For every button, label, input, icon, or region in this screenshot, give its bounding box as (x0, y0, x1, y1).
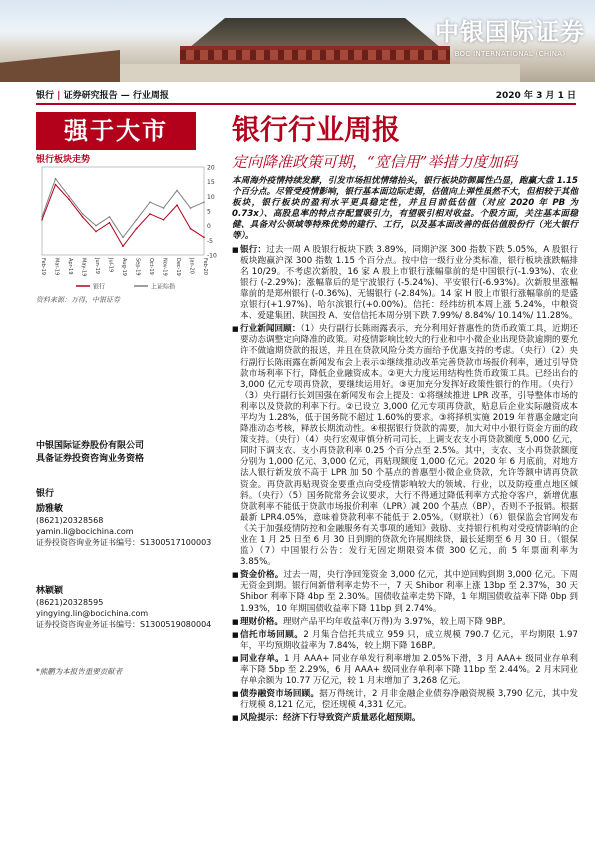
y-tick-label: 10 (207, 193, 215, 201)
x-tick-label: Feb-19 (40, 258, 46, 276)
breadcrumb-separator: | (57, 91, 61, 101)
x-tick-label: Sep-19 (134, 258, 141, 276)
x-tick-label: May-19 (80, 258, 87, 277)
data-point (109, 222, 111, 224)
contributor-footnote: *熊鹏为本报告重要贡献者 (36, 667, 123, 676)
y-tick-label: -5 (207, 237, 213, 245)
bullet-lead: 行业新闻回顾： (240, 324, 301, 335)
data-point (136, 219, 138, 221)
analyst-email[interactable]: yingying.lin@bocichina.com (36, 609, 149, 618)
data-point (109, 216, 111, 218)
data-point (163, 207, 165, 209)
y-tick-label: 0 (207, 223, 211, 231)
legend-label: 上证综指 (151, 283, 176, 291)
bullet-item (232, 245, 578, 323)
bullet-text: 理财产品平均年收益率(万得)为 3.97%，较上周下降 9BP。 (282, 616, 511, 627)
summary-paragraph: 本周海外疫情持续发酵，引发市场担忧情绪抬头，银行板块防御属性凸显，跑赢大盘 1.15 个百分点。尽管受疫情影响，银行基本面边际走弱，估值向上弹性虽然不大，但相较于其他板块，银行板块的盈利水平更具稳定性，并且目前低估值（对应 2020 年 PB 为 0.73x）、高股息率的特点存配置吸引力，有望吸引相对收益。个股方面，关注基本面稳健、具备对公领域等特殊优势的建行、工行，以及基本面改善的低估值股份行（光大银行等）。 (232, 176, 578, 242)
sector-performance-chart (36, 163, 226, 291)
x-tick-label: Mar-19 (53, 258, 60, 276)
analyst-card (36, 504, 226, 548)
data-point (68, 198, 70, 200)
data-point (149, 201, 151, 203)
chart-source: 资料来源：万得，中银证券 (36, 296, 120, 304)
analyst-name: 林颖颖 (36, 586, 64, 596)
x-tick-label: Jul-19 (107, 258, 114, 273)
bullet-item (232, 630, 578, 652)
bullet-text: 过去一周，央行净回笼资金 3,000 亿元，其中逆回购到期 3,000 亿元。下周无资金到期。银行间新借利率走势不一，7 天 Shibor 利率上涨 13bp 至 2.37%，30 天 Shibor 利率下降 4bp 至 2.30%。国债收益率走势下降，1 年期国债收益率下降 0bp 到 1.93%，10 年期国债收益率下降 11bp 到 2.74%。 (240, 570, 578, 614)
x-tick-label: Dec-19 (175, 258, 181, 276)
analyst-cert: 证券投资咨询业务证书编号：S1300519080004 (36, 620, 212, 629)
x-tick-label: Oct-19 (148, 258, 154, 275)
bullet-text: 1 月 AAA+ 同业存单发行利率增加 2.05%下滑，3 月 AAA+ 级同业存单利率下降 5bp 至 2.29%，6 月 AAA+ 级同业存单利率下降 11bp 至 2.44%。2 月末同业存单余额为 10.77 万亿元，较 1 月末增加了 3,268 亿元。 (240, 653, 578, 687)
company-qualification: 具备证券投资咨询业务资格 (36, 454, 145, 464)
analyst-card (36, 586, 226, 630)
bullet-item (232, 617, 578, 628)
data-point (95, 225, 97, 227)
bullet-text: （1）央行副行长陈雨露表示，充分利用好普惠性的货币政策工具，近期还要动态调整定向降准的政策。对疫情影响比较大的行业和中小微企业出现贷款逾期的要允许不做逾期贷款的报送，并且在贷款风险分类方面给予优惠支持的考虑。（央行）（2）央行副行长陈雨露在新闻发布会上表示①继续推动改革完善贷款市场报价利率，通过引导贷款市场利率下行，降低企业融资成本。②更大力度运用结构性货币政策工具。已经出台的 3,000 亿元专项再贷款，要继续运用好。③更加充分发挥好政策性银行的作用。（央行）（3）央行副行长刘国强在新闻发布会上提及：①将继续推进 LPR 改革，引导整体市场的利率以及贷款的利率下行。②已设立 3,000 亿元专项再贷款，贴息后企业实际融资成本平均为 1.28%，低于国务院不超过 1.60%的要求。③将择机实施 2019 年普惠金融定向降准动态考核，释放长期流动性。④根据银行贷款的需要，加大对中小银行资金方面的政策支持。（央行）（4）央行宏观审慎分析司司长，上调支农支小再贷款额度 5,000 亿元，同时下调支农、支小再贷款利率 0.25 个百分点至 2.5%。其中，支农、支小再贷款额度分别为 1,000 亿元、3,000 亿元，再贴现额度 1,000 亿元。2020 年 6 月底前，对地方法人银行新发放不高于 LPR 加 50 个基点的普惠型小微企业贷款，允许等额申请再贷款资金。再贷款再贴现资金要重点向受疫情影响较大的领域、行业，以及防疫重点地区倾斜。（央行）（5）国务院常务会议要求，大行不得通过降低利率方式抢夺客户，新增优惠贷款利率不能低于贷款市场报价利率（LPR）减 200 个基点（BP），否则不予报销。根据最新 LPR4.05%，意味着贷款利率不能低于 2.05%。（财联社）（6）银保监会官网发布《关于加强疫情防控和金融服务有关事项的通知》鼓励、支持银行机构对受疫情影响的企业在 1 月 25 日至 6 月 30 日到期的贷款允许展期续贷，最长延期至 6 月 30 日。（银保监）（7）中国银行公告：发行无固定期限资本债 300 亿元，前 5 年票面利率为 3.85%。 (240, 324, 578, 568)
bullet-text: 经济下行导致资产质量恶化超预期。 (282, 713, 421, 724)
data-point (122, 237, 124, 239)
data-point (82, 216, 84, 218)
x-tick-label: Nov-19 (161, 258, 168, 276)
analyst-email[interactable]: yamin.li@bocichina.com (36, 527, 134, 536)
bullet-text: 过去一周 A 股银行板块下跌 3.89%，同期沪深 300 指数下跌 5.05%，A 股银行板块跑赢沪深 300 指数 1.15 个百分点。按中信一级行业分类标准，银行板块涨跌幅排名 10/29。不考虑次新股，16 家 A 股上市银行涨幅靠前的是中国银行(-1.93%)、农业银行 (-2.29%)；涨幅靠后的是宁波银行 (-5.24%)、平安银行(-6.93%)。次新股里涨幅靠前的是郑州银行 (-0.36%)、无锡银行 (-2.84%)。14 家 H 股上市银行涨幅靠前的是盛京银行(+1.97%)、哈尔滨银行(+0.00%)。信托：经纬纺机本周上涨 5.24%，中粮资本、爱建集团、陕国投 A、安信信托本周分别下跌 7.99%/ 8.84%/ 10.14%/ 11.28%。 (240, 244, 578, 322)
data-point (82, 213, 84, 215)
breadcrumb-sector: 银行 (36, 91, 55, 101)
page-subtitle: 定向降准政策可期，“宽信用”举措力度加码 (232, 153, 518, 171)
data-point (41, 216, 43, 218)
data-point (149, 213, 151, 215)
data-point (55, 178, 57, 180)
plot-frame (42, 167, 204, 255)
analyst-name: 励雅敏 (36, 504, 64, 514)
bullet-lead: 同业存单。 (240, 653, 284, 664)
data-point (190, 228, 192, 230)
bullet-item (232, 654, 578, 687)
palace-hall-image (180, 46, 450, 66)
sector-label: 银行 (36, 489, 55, 499)
bullet-lead: 理财价格。 (240, 616, 283, 627)
analyst-phone: (8621)20328568 (36, 516, 104, 525)
legend-label: 银行 (93, 283, 106, 291)
bullet-lead: 信托市场回顾。 (240, 629, 304, 640)
y-tick-label: 5 (207, 208, 211, 216)
data-point (95, 231, 97, 233)
y-tick-label: -10 (207, 252, 217, 260)
report-body (232, 176, 578, 727)
x-tick-label: Apr-19 (67, 258, 73, 275)
data-point (122, 245, 124, 247)
bullet-lead: 债券融资市场回顾。 (240, 689, 320, 700)
brand-logo (430, 12, 590, 58)
bullet-lead: 风险提示： (240, 713, 283, 724)
breadcrumb-report-type: 证券研究报告 — 行业周报 (63, 91, 169, 101)
y-tick-label: 20 (207, 164, 215, 172)
data-point (176, 190, 178, 192)
data-point (176, 204, 178, 206)
report-meta (36, 86, 576, 102)
company-name: 中银国际证券股份有限公司 (36, 441, 145, 451)
palace-roof-image (165, 18, 465, 48)
breadcrumb (36, 88, 169, 101)
header-divider (36, 103, 576, 105)
header-banner (0, 0, 595, 82)
report-date: 2020 年 3 月 1 日 (495, 91, 576, 101)
x-tick-label: Feb-20 (202, 258, 208, 276)
series-line (42, 179, 204, 238)
x-tick-label: Jan-20 (188, 258, 195, 274)
data-point (68, 196, 70, 198)
data-point (136, 228, 138, 230)
x-tick-label: Aug-19 (121, 258, 127, 276)
bullet-item (232, 689, 578, 711)
bullet-text: 2 月集合信托共成立 959 只，成立规模 790.7 亿元，平均期限 1.97 年，平均预期收益率为 7.84%，较上期下降 16BP。 (240, 629, 578, 651)
bullet-lead: 银行： (240, 244, 267, 255)
data-point (41, 219, 43, 221)
analyst-phone: (8621)20328595 (36, 598, 104, 607)
bullet-text: 据万得统计，2 月非金融企业债券净融资规模 3,790 亿元，其中发行规模 8,121 亿元，偿还规模 4,331 亿元。 (240, 689, 578, 711)
y-tick-label: 15 (207, 179, 215, 187)
chart-title: 银行板块走势 (36, 155, 91, 165)
company-info (36, 440, 144, 466)
palace-terrace-image (120, 64, 520, 82)
page-title: 银行行业周报 (232, 113, 401, 146)
bullet-item (232, 713, 578, 724)
data-point (203, 201, 205, 203)
data-point (203, 237, 205, 239)
bullet-lead: 资金价格。 (240, 570, 284, 581)
bullet-item (232, 324, 578, 568)
x-tick-label: Jun-19 (94, 258, 100, 274)
bullet-item (232, 570, 578, 614)
bullet-list (232, 245, 578, 725)
data-point (163, 219, 165, 221)
palace-eave-image (0, 50, 120, 82)
data-point (190, 207, 192, 209)
rating-badge: 强于大市 (36, 112, 196, 150)
data-point (55, 184, 57, 186)
brand-name-en: BOC INTERNATIONAL (CHINA) (454, 50, 566, 58)
analyst-cert: 证券投资咨询业务证书编号：S1300517100003 (36, 538, 212, 547)
brand-name-cn: 中银国际证券 (435, 17, 585, 46)
